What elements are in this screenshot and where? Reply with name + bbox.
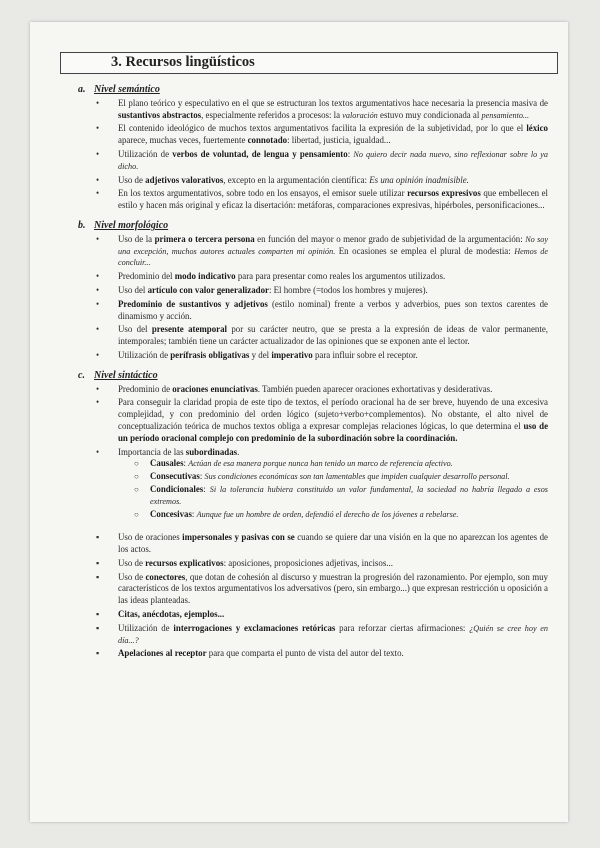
- list-item: • Utilización de perífrasis obligativas y del imperativo para influir sobre el receptor.: [78, 350, 548, 362]
- sub-list-item: ○ Consecutivas: Sus condiciones económicas son tan lamentables que impiden cualquier desarrollo personal.: [118, 471, 548, 483]
- list-item: ▪ Uso de conectores, que dotan de cohesión al discurso y muestran la progresión del razonamiento. Por ejemplo, son muy característicos de los textos argumentativos los adversativos (pero, sin embargo...) que expresan restricción u oposición a las ideas planteadas.: [78, 572, 548, 607]
- title-box: [60, 52, 558, 74]
- list-item: ▪ Citas, anécdotas, ejemplos...: [78, 609, 548, 621]
- list-item: ▪ Uso de recursos explicativos: aposiciones, proposiciones adjetivas, incisos...: [78, 558, 548, 570]
- document-page: [30, 22, 568, 822]
- page-title: 3. Recursos lingüísticos: [111, 54, 255, 70]
- list-item: ▪ Utilización de interrogaciones y exclamaciones retóricas para reforzar ciertas afirmaciones: ¿Quién se cree hoy en día...?: [78, 623, 548, 647]
- list-item: • Para conseguir la claridad propia de este tipo de textos, el período oracional ha de ser breve, huyendo de una excesiva complejidad, y con predominio del orden lógico (sujeto+verbo+complementos). No obstante, el alto nivel de conceptualización teórica de muchos textos obliga a expresar complejas relaciones lógicas, lo que determina el uso de un período oracional complejo con predominio de la subordinación sobre la coordinación.: [78, 397, 548, 444]
- subordinadas-list: [118, 458, 548, 520]
- section-heading-semantico: a. Nivel semántico: [78, 84, 160, 95]
- list-semantico: [78, 98, 548, 212]
- list-item: • En los textos argumentativos, sobre todo en los ensayos, el emisor suele utilizar recursos expresivos que embellecen el estilo y hacen más original y eficaz la disertación: metáforas, comparaciones expresivas, hipérboles, personificaciones...: [78, 188, 548, 212]
- list-morfologico: [78, 234, 548, 362]
- list-item: • Predominio de oraciones enunciativas. También pueden aparecer oraciones exhortativas y desiderativas.: [78, 384, 548, 396]
- list-item: ▪ Uso de oraciones impersonales y pasivas con se cuando se quiere dar una visión en la que no aparezcan los agentes de los actos.: [78, 532, 548, 556]
- list-item: • Predominio de sustantivos y adjetivos (estilo nominal) frente a verbos y adverbios, pues son textos carentes de dinamismo y acción.: [78, 299, 548, 323]
- sub-list-item: ○ Concesivas: Aunque fue un hombre de orden, defendió el derecho de los jóvenes a rebelarse.: [118, 509, 548, 521]
- list-item: • Uso del artículo con valor generalizador: El hombre (=todos los hombres y mujeres).: [78, 285, 548, 297]
- sub-list-item: ○ Causales: Actúan de esa manera porque nunca han tenido un marco de referencia afectivo.: [118, 458, 548, 470]
- list-item: • El plano teórico y especulativo en el que se estructuran los textos argumentativos hace necesaria la presencia masiva de sustantivos abstractos, especialmente referidos a procesos: la valoración estuvo muy condicionada al pensamiento...: [78, 98, 548, 122]
- list-item: • Utilización de verbos de voluntad, de lengua y pensamiento: No quiero decir nada nuevo, sino reflexionar sobre lo ya dicho.: [78, 149, 548, 173]
- section-heading-morfologico: b. Nivel morfológico: [78, 219, 169, 231]
- list-item: • Uso de la primera o tercera persona en función del mayor o menor grado de subjetividad de la argumentación: No soy una excepción, muchos autores actuales comparten mi opinión. En ocasiones se emplea el plural de modestia: Hemos de concluir...: [78, 234, 548, 269]
- section-heading-sintactico: c. Nivel sintáctico: [78, 369, 158, 381]
- document-content: [78, 84, 548, 668]
- list-sintactico: [78, 384, 548, 521]
- list-item: • Importancia de las subordinadas. ○ Causales: Actúan de esa manera porque nunca han tenido un marco de referencia afectivo. ○ Consecutivas: Sus condiciones económicas son tan lamentables que impiden cualquier desarrollo personal. ○ Condicionales: Si la tolerancia hubiera constituido un valor fundamental, la sociedad no habría llegado a esos extremos. ○ Concesivas: Aunque fue un hombre de orden, defendió el derecho de los jóvenes a rebelarse.: [78, 447, 548, 521]
- list-sintactico-2: [78, 532, 548, 660]
- list-item: ▪ Apelaciones al receptor para que comparta el punto de vista del autor del texto.: [78, 648, 548, 660]
- sub-list-item: ○ Condicionales: Si la tolerancia hubiera constituido un valor fundamental, la sociedad no habría llegado a esos extremos.: [118, 484, 548, 508]
- list-item: • Uso del presente atemporal por su carácter neutro, que se presta a la expresión de ideas de valor permanente, intemporales; también tiene un carácter actualizador de las opiniones que se exponen ante el lector.: [78, 324, 548, 348]
- list-item: • Uso de adjetivos valorativos, excepto en la argumentación científica: Es una opinión inadmisible.: [78, 175, 548, 187]
- list-item: • El contenido ideológico de muchos textos argumentativos facilita la expresión de la subjetividad, por lo que el léxico aparece, muchas veces, fuertemente connotado: libertad, justicia, igualdad...: [78, 123, 548, 147]
- list-item: • Predominio del modo indicativo para para presentar como reales los argumentos utilizados.: [78, 271, 548, 283]
